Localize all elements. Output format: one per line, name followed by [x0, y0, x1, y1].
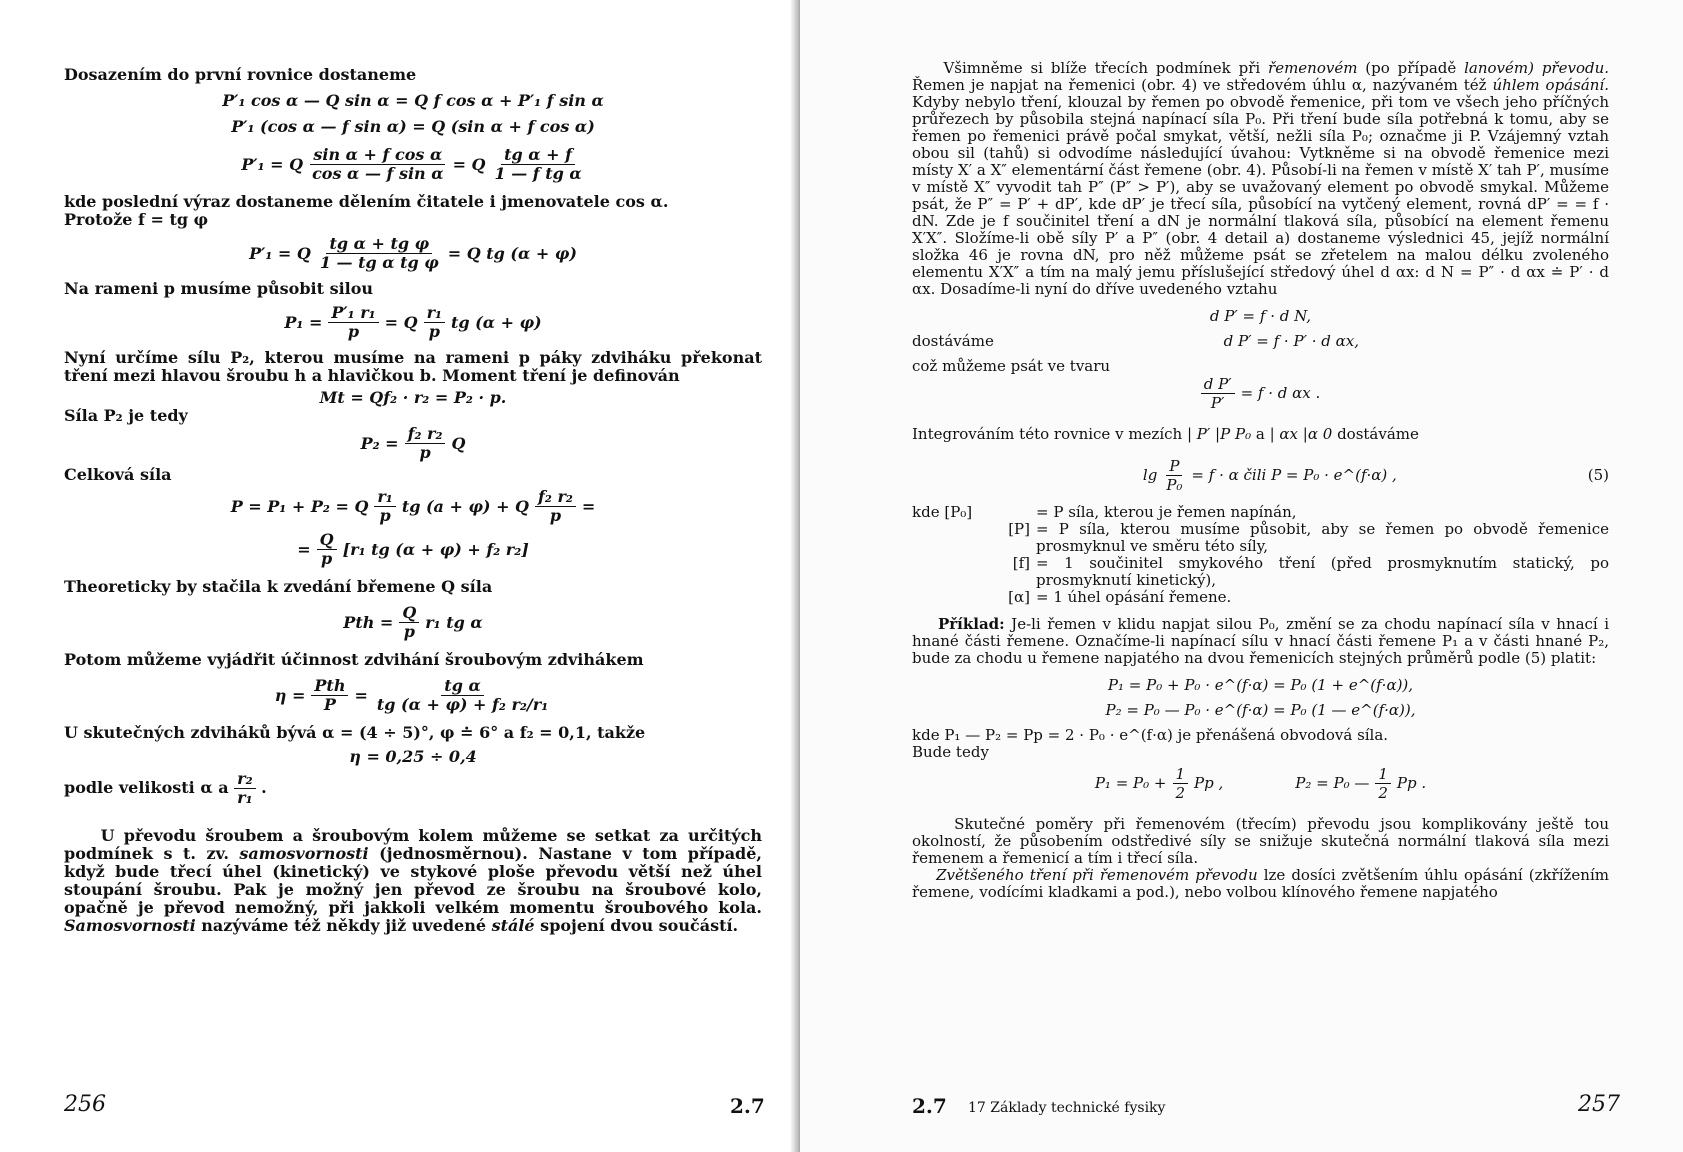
text-run: dostáváme	[1337, 425, 1419, 443]
def-value: = 1 úhel opásání řemene.	[1036, 588, 1232, 606]
denominator: P	[323, 695, 336, 714]
paragraph-integration	[912, 426, 1609, 443]
equation-number: (5)	[1587, 466, 1609, 484]
numerator: Pth	[311, 677, 348, 696]
equation: η = 0,25 ÷ 0,4	[349, 747, 477, 766]
text-run: a	[1255, 425, 1265, 443]
equation	[64, 488, 762, 525]
denominator: P₀	[1166, 476, 1183, 494]
equation	[912, 375, 1609, 412]
paragraph-samosvornost	[64, 827, 762, 935]
eq-term: =	[581, 496, 596, 516]
section-number: 2.7	[912, 1094, 947, 1118]
eq-term: tg (α + φ)	[451, 312, 542, 332]
numerator: sin α + f cos α	[310, 146, 445, 165]
eq-term: lg	[1142, 466, 1158, 484]
text-run: lze dosíci zvětšením úhlu opásání (zkřížením řemene, vodícími kladkami a pod.), nebo volbou klínového řemene napjatého	[912, 866, 1609, 901]
equation	[64, 604, 762, 641]
denominator: p	[419, 443, 431, 462]
emphasis: řemenovém	[1268, 59, 1358, 77]
right-page	[800, 0, 1683, 1152]
paragraph: Celková síla	[64, 465, 172, 484]
def-key: [P]	[1008, 520, 1030, 538]
eq-term: Pp ,	[1194, 774, 1224, 792]
denominator: p	[379, 506, 391, 525]
eq-term: r₁ tg α	[425, 612, 483, 632]
text-run: Integrováním této rovnice v mezích	[912, 425, 1183, 443]
eq-term: =	[354, 685, 368, 705]
def-key: kde [P₀]	[912, 503, 973, 521]
eq-term: P₂ = P₀ —	[1295, 774, 1370, 792]
denominator: 1 — f tg α	[494, 164, 582, 183]
eq-term: η =	[274, 685, 306, 705]
denominator: p	[403, 622, 415, 641]
eq-term: = Q	[452, 154, 486, 174]
section-number: 2.7	[730, 1094, 765, 1118]
equation: P₂ = P₀ — P₀ · e^(f·α) = P₀ (1 — e^(f·α)),	[1105, 701, 1416, 719]
equation: P′₁ (cos α — f sin α) = Q (sin α + f cos α)	[231, 117, 595, 136]
eq-term: Pp .	[1396, 774, 1427, 792]
intro-text: Dosazením do první rovnice dostaneme	[64, 65, 417, 84]
equation: Mt = Qf₂ · r₂ = P₂ · p.	[319, 388, 507, 407]
paragraph	[912, 816, 1609, 867]
paragraph: kde poslední výraz dostaneme dělením čitatele i jmenovatele cos α.	[64, 192, 669, 211]
numerator: d P′	[1201, 375, 1235, 394]
definition-item	[912, 504, 1609, 521]
page-number: 257	[1578, 1092, 1620, 1117]
paragraph: Síla P₂ je tedy	[64, 406, 188, 425]
denominator: p	[549, 506, 562, 525]
definition-item	[912, 589, 1609, 606]
eq-term: P₁ = P₀ +	[1094, 774, 1167, 792]
emphasis: samosvornosti	[239, 844, 369, 863]
numerator: tg α	[441, 677, 483, 696]
eq-term: P₂ =	[360, 433, 399, 453]
integration-limit: | αx |α 0	[1269, 425, 1333, 443]
text-run: U převodu šroubem a šroubovým kolem můžeme se setkat za určitých podmínek s t. zv.	[64, 826, 763, 863]
paragraph: Theoreticky by stačila k zvedání břemene Q síla	[64, 577, 493, 596]
denominator: 2	[1378, 784, 1388, 802]
text-run: dostáváme	[912, 332, 994, 350]
paragraph: Potom můžeme vyjádřit účinnost zdvihání šroubovým zdvihákem	[64, 650, 644, 669]
def-key: [f]	[1012, 554, 1030, 572]
equation	[64, 425, 762, 462]
numerator: 1	[1173, 765, 1189, 784]
def-value: = P síla, kterou musíme působit, aby se řemen po obvodě řemenice prosmyknul ve směru této síly,	[1036, 520, 1609, 555]
equation	[912, 765, 1609, 802]
denominator: 1 — tg α tg φ	[319, 253, 439, 272]
left-page-body	[64, 66, 762, 935]
emphasis: Samosvornosti	[64, 916, 196, 935]
paragraph-remen	[912, 60, 1609, 298]
equation-row	[912, 333, 1609, 350]
numerator: tg α + tg φ	[326, 235, 432, 254]
right-page-body	[912, 60, 1609, 901]
equation	[64, 531, 762, 568]
equation: P′₁ cos α — Q sin α = Q f cos α + P′₁ f sin α	[222, 91, 604, 110]
numerator: P	[1166, 457, 1182, 476]
eq-term: P′₁ = Q	[241, 154, 304, 174]
paragraph: kde P₁ — P₂ = Pp = 2 · P₀ · e^(f·α) je přenášená obvodová síla.	[912, 726, 1389, 744]
numerator: P′₁ r₁	[328, 304, 378, 323]
paragraph	[912, 867, 1609, 901]
paragraph: Nyní určíme sílu P₂, kterou musíme na rameni p páky zdviháku překonat tření mezi hlavou šroubu h a hlavičkou b. Moment tření je definován	[64, 348, 762, 385]
equation	[64, 677, 762, 714]
eq-term: Pth =	[343, 612, 394, 632]
def-key: [α]	[1008, 588, 1030, 606]
paragraph: Protože f = tg φ	[64, 210, 209, 229]
numerator: tg α + f	[501, 146, 575, 165]
numerator: Q	[317, 531, 337, 550]
denominator: p	[428, 322, 440, 341]
numerator: r₁	[424, 304, 445, 323]
eq-term: = Q	[384, 312, 418, 332]
equation	[64, 146, 762, 183]
denominator: p	[347, 322, 360, 341]
signature-line: 17 Základy technické fysiky	[968, 1100, 1166, 1116]
eq-term: P = P₁ + P₂ = Q	[230, 496, 369, 516]
text-run: (jednosměrnou). Nastane v tom případě, když bude třecí úhel (kinetický) ve stykové ploše převodu větší než úhel stoupání šroubu. Pak je možný jen převod ze šroubu na šroubové kolo, opačně je převod nemožný, při jakkoli velkém momentu šroubového kola.	[64, 844, 762, 917]
example-label: Příklad:	[937, 615, 1005, 633]
eq-term: tg (a + φ) + Q	[401, 496, 529, 516]
eq-term: = f · α čili P = P₀ · e^(f·α) ,	[1191, 466, 1397, 484]
eq-term: P′₁ = Q	[249, 243, 311, 263]
equation	[64, 304, 762, 341]
definition-list	[912, 504, 1609, 606]
text-run: podle velikosti α a	[64, 778, 229, 797]
paragraph: podle velikosti α a $\frac{\text{r₂}}{\text{r₁}}$ .	[64, 769, 267, 807]
text-run: Všimněme si blíže třecích podmínek při	[943, 59, 1269, 77]
definition-item	[912, 521, 1609, 555]
text-run: Skutečné poměry při řemenovém (třecím) převodu jsou komplikovány ještě tou okolností, že působením odstředivé síly se snižuje skutečná normální tlaková síla mezi řemenem a řemenicí a tím i třecí síla.	[912, 815, 1609, 867]
numerator: r₂	[234, 770, 255, 789]
numerator: r₁	[374, 488, 395, 507]
text-run: (po případě	[1357, 59, 1465, 77]
equation: P₁ = P₀ + P₀ · e^(f·α) = P₀ (1 + e^(f·α)),	[1107, 676, 1414, 694]
emphasis: lanovém) převodu.	[1464, 59, 1610, 77]
eq-term: Q	[451, 433, 466, 453]
numerator: 1	[1375, 765, 1391, 784]
eq-term: = f · d αx .	[1240, 384, 1321, 402]
emphasis: úhlem opásání.	[1492, 76, 1609, 94]
denominator: tg (α + φ) + f₂ r₂/r₁	[376, 695, 549, 714]
denominator: r₁	[237, 788, 253, 807]
page-number: 256	[64, 1092, 106, 1117]
equation: d P′ = f · P′ · d αx,	[1223, 332, 1359, 350]
denominator: 2	[1175, 784, 1186, 802]
numerator: Q	[399, 604, 419, 623]
denominator: cos α — f sin α	[312, 164, 444, 183]
emphasis: Zvětšeného tření při řemenovém převodu	[936, 866, 1258, 884]
definition-item	[912, 555, 1609, 589]
numerator: f₂ r₂	[535, 488, 576, 507]
eq-term: [r₁ tg (α + φ) + f₂ r₂]	[342, 539, 529, 559]
paragraph: U skutečných zdviháků bývá α = (4 ÷ 5)°, φ ≐ 6° a f₂ = 0,1, takže	[64, 723, 646, 742]
equation	[1143, 457, 1397, 494]
text-run: Je-li řemen v klidu napjat silou P₀, změní se za chodu napínací síla v hnací i hnané části řemene. Označíme-li napínací sílu v hnací části řemene P₁ a v části hnané P₂, bude za chodu u řemene napjatého na dvou řemenicích stejných průměrů podle (5) platit:	[912, 615, 1609, 667]
text-run: spojení dvou součástí.	[534, 916, 739, 935]
equation-row	[912, 457, 1609, 494]
denominator: P′	[1210, 394, 1225, 412]
eq-term: =	[297, 539, 311, 559]
emphasis: stálé	[491, 916, 535, 935]
equation	[64, 235, 762, 272]
text-run: Řemen je napjat na řemenici (obr. 4) ve středovém úhlu α, nazývaném též	[912, 76, 1493, 94]
eq-term: = Q tg (α + φ)	[447, 243, 577, 263]
text-run: Kdyby nebylo tření, klouzal by řemen po obvodě řemenice, při tom ve všech jeho příčných průřezech by působila stejná napínací síla P₀. Při tření bude síla potřebná k tomu, aby se řemen po řemenici právě počal smykat, větší, nežli síla P₀; označme ji P. Vzájemný vztah obou sil (tahů) si odvodíme následující úvahou: Vytkněme si na obvodě řemenice mezi místy X′ a X″ elementární část řemene (obr. 4). Působí-li na řemen v místě X′ tah P′, musíme v místě X″ vyvodit tah P″ (P″ > P′), aby se uvažovaný element po obvodě smykal. Můžeme psát, že P″ = P′ + dP′, kde dP′ je třecí síla, působící na vytčený element, rovná dP′ = = f · dN. Zde je f součinitel tření a dN je normální tlaková síla, působící na element řemenu X′X″. Složíme-li obě síly P′ a P″ (obr. 4 detail a) dostaneme výslednici 45, jejíž normální složka 46 je rovna dN, pro něž můžeme psát se zřetelem na malou délku zvoleného elementu X′X″ a tím na malý jemu příslušející středový úhel d αx: d N = P″ · d αx ≐ P′ · d αx. Dosadíme-li nyní do dříve uvedeného vztahu	[912, 93, 1609, 298]
paragraph: Na rameni p musíme působit silou	[64, 279, 374, 298]
left-page	[0, 0, 800, 1152]
equation: d P′ = f · d N,	[1209, 307, 1312, 325]
denominator: p	[321, 549, 333, 568]
paragraph: Bude tedy	[912, 743, 989, 761]
integration-limit: | P′ |P P₀	[1186, 425, 1252, 443]
def-value: = 1 součinitel smykového tření (před prosmyknutím statický, po prosmyknutí kinetický),	[1036, 554, 1609, 589]
text-run: nazýváme též někdy již uvedené	[195, 916, 492, 935]
paragraph-example	[912, 616, 1609, 667]
numerator: f₂ r₂	[405, 425, 446, 444]
paragraph: což můžeme psát ve tvaru	[912, 357, 1111, 375]
eq-term: P₁ =	[284, 312, 323, 332]
def-value: = P síla, kterou je řemen napínán,	[1036, 503, 1297, 521]
